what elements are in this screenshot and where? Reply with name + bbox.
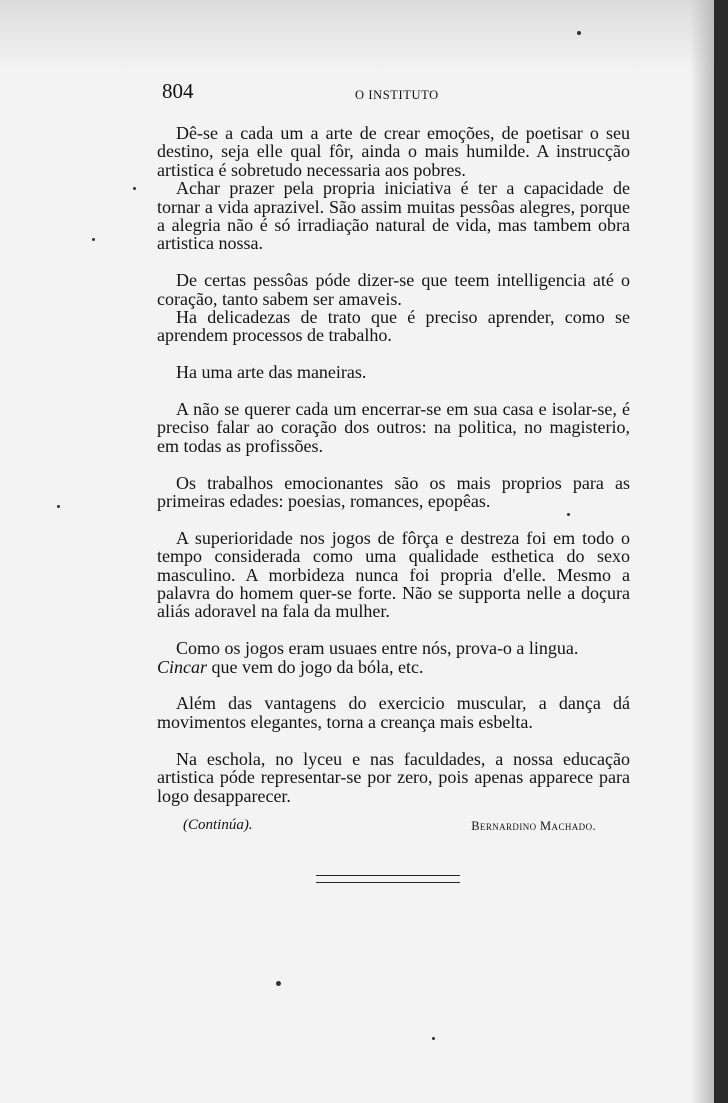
scan-speck (432, 1037, 435, 1040)
paragraph: Na eschola, no lyceu e nas faculdades, a nossa educação artistica póde representar-se por zero, pois apenas apparece para logo desapparecer. (157, 748, 630, 806)
paragraph-cincar (157, 639, 630, 676)
running-title: O INSTITUTO (355, 88, 439, 102)
paragraph: Achar prazer pela propria iniciativa é ter a capacidade de tornar a vida aprazivel. São assim muitas pessôas alegres, porque a alegria não é só irradiação natural de vida, mas tambem obra artistica nossa. (157, 178, 630, 254)
paragraph: Além das vantagens do exercicio muscular, a dança dá movimentos elegantes, torna a creança mais esbelta. (157, 693, 630, 732)
page-number: 804 (162, 79, 194, 103)
signature-row (183, 817, 596, 837)
scan-shadow-top (0, 0, 714, 70)
body-text (157, 124, 630, 805)
paragraph-cincar-lead: Como os jogos eram usuaes entre nós, prova-o a lingua. (176, 638, 579, 659)
paragraph: Ha delicadezas de trato que é preciso aprender, como se aprendem processos de trabalho. (157, 307, 630, 346)
paragraph: De certas pessôas póde dizer-se que teem intelligencia até o coração, tanto sabem ser amaveis. (157, 270, 630, 309)
paragraph: A superioridade nos jogos de fôrça e destreza foi em todo o tempo considerada como uma qualidade esthetica do sexo masculino. A morbideza nunca foi propria d'elle. Mesmo a palavra do homem quer-se forte. Não se supporta nelle a doçura aliás adoravel na fala da mulher. (157, 527, 630, 622)
scan-speck (577, 31, 581, 35)
scan-speck (92, 238, 95, 241)
author-name: Bernardino Machado. (471, 819, 596, 833)
paragraph: Ha uma arte das maneiras. (176, 362, 367, 383)
end-double-rule (316, 875, 460, 883)
cincar-word: Cincar (157, 656, 208, 677)
scan-speck (276, 981, 281, 986)
continua-note: (Continúa). (183, 817, 253, 833)
scan-speck (57, 505, 60, 508)
paragraph: A não se querer cada um encerrar-se em sua casa e isolar-se, é preciso falar ao coração dos outros: na politica, no magisterio, em todas as profissões. (157, 399, 630, 456)
scan-shadow-right (690, 0, 714, 1103)
paragraph: Dê-se a cada um a arte de crear emoções, de poetisar o seu destino, seja elle qual fôr, ainda o mais humilde. A instrucção artistica é sobretudo necessaria aos pobres. (157, 123, 630, 180)
scan-speck (133, 187, 136, 190)
paragraph-cincar-rest: que vem do jogo da bóla, etc. (211, 656, 424, 677)
paragraph: Os trabalhos emocionantes são os mais proprios para as primeiras edades: poesias, romances, epopêas. (157, 472, 630, 512)
